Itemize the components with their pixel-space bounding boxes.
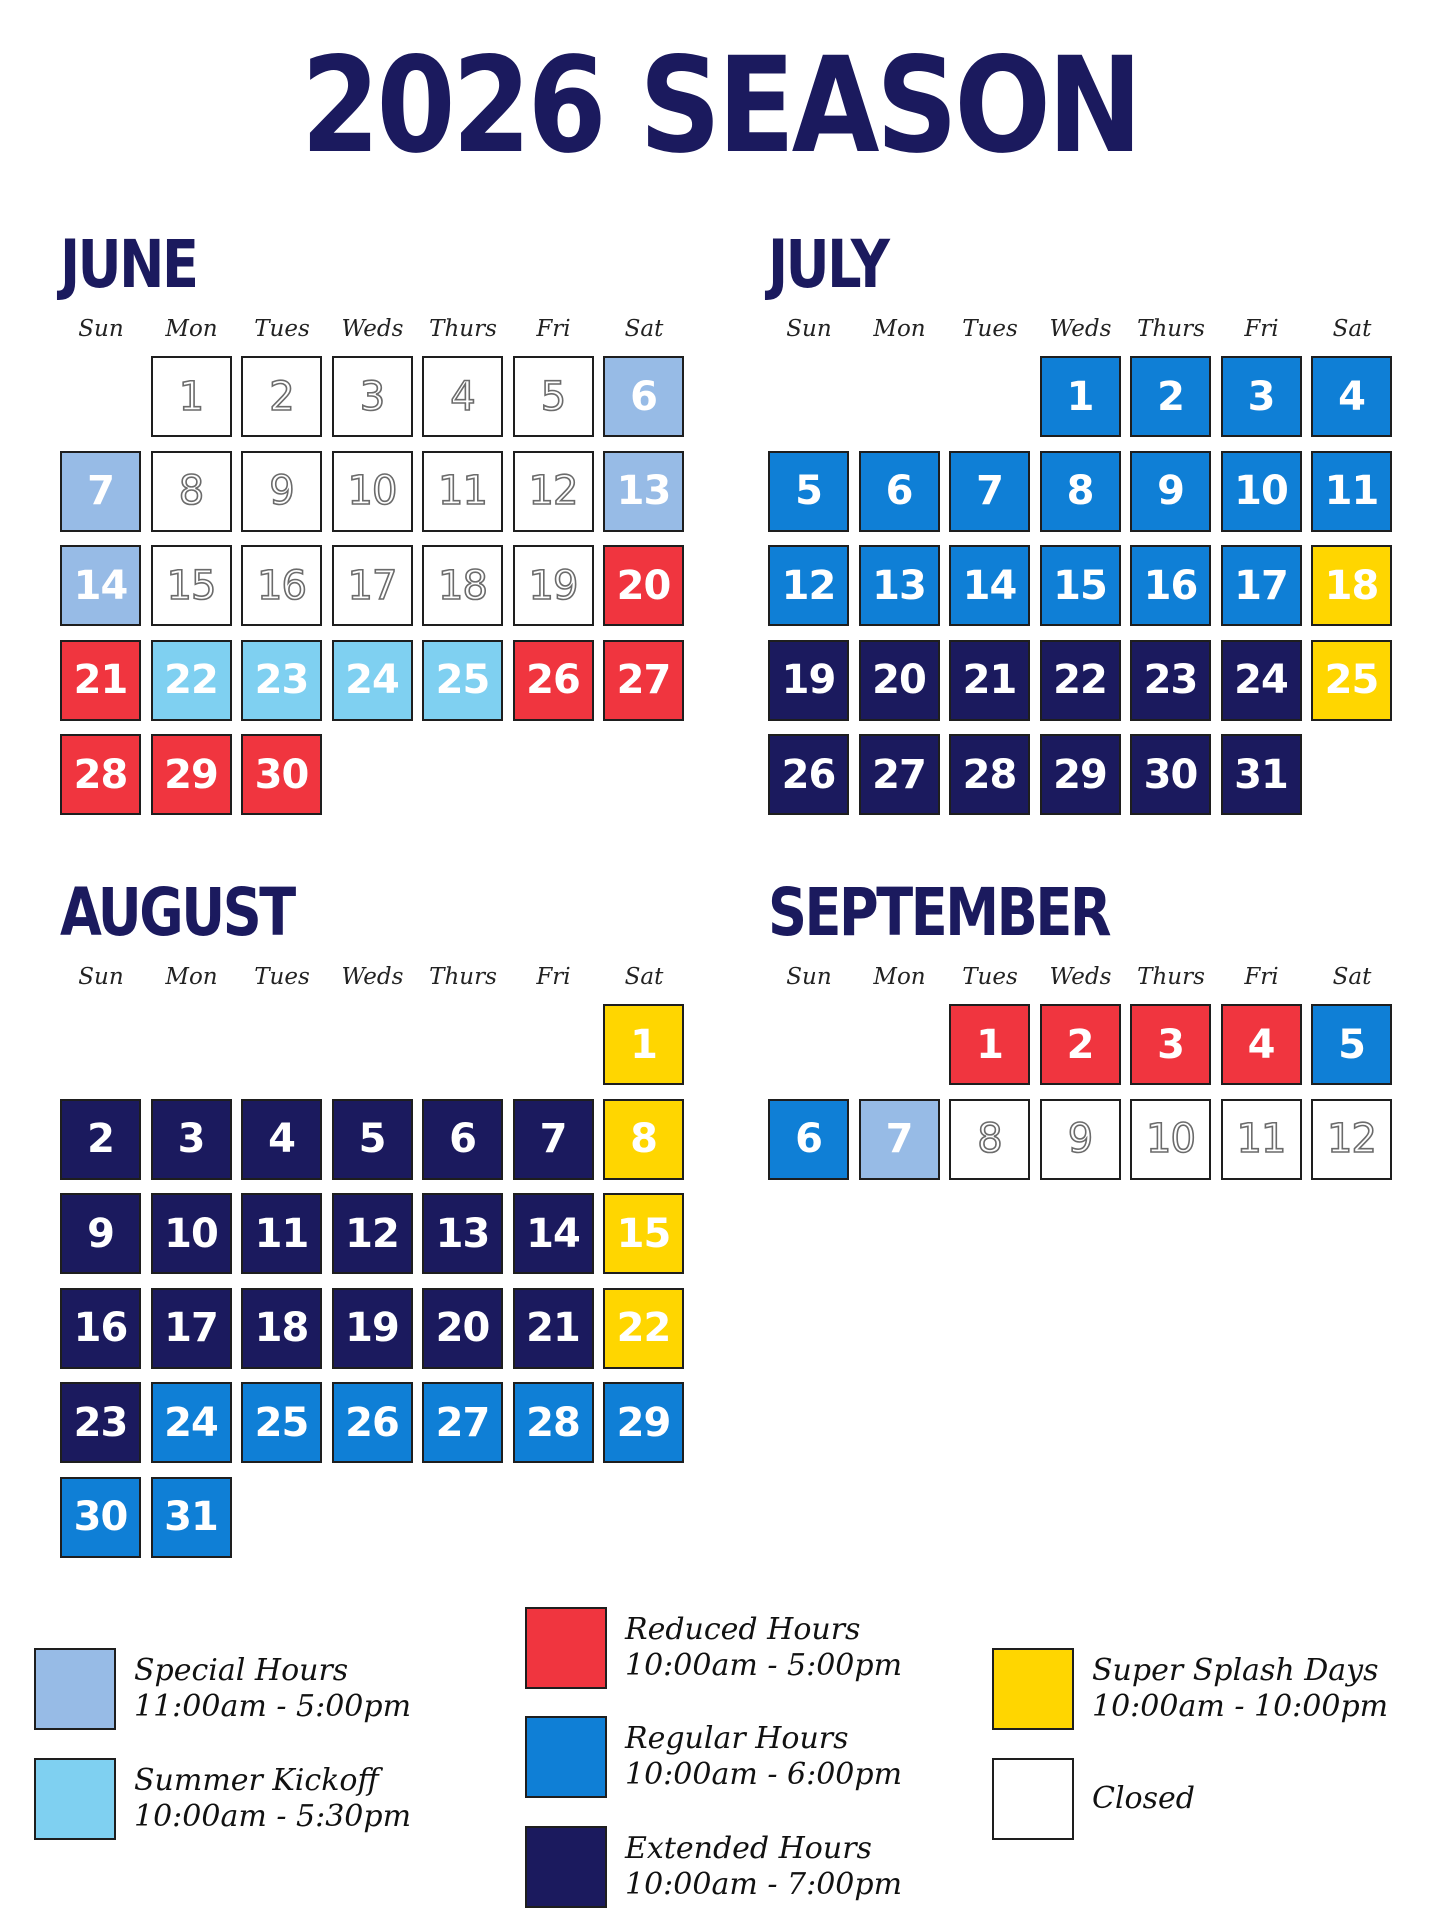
legend-text bbox=[134, 1653, 494, 1725]
legend-text bbox=[1092, 1653, 1440, 1725]
day-cell-extended: 4 bbox=[241, 1099, 322, 1180]
legend-swatch bbox=[525, 1826, 607, 1908]
day-cell-reduced: 26 bbox=[513, 640, 594, 721]
legend-swatch bbox=[992, 1758, 1074, 1840]
weekday-label: Mon bbox=[873, 316, 926, 342]
day-cell-reduced: 2 bbox=[1040, 1004, 1121, 1085]
legend-text bbox=[625, 1721, 985, 1793]
weekday-label: Sun bbox=[78, 964, 124, 990]
legend-hours: 10:00am - 10:00pm bbox=[1092, 1689, 1389, 1724]
day-cell-regular: 29 bbox=[603, 1382, 684, 1463]
day-cell-closed: 12 bbox=[1311, 1099, 1392, 1180]
weekday-label: Thurs bbox=[429, 316, 497, 342]
legend-label: Special Hours bbox=[134, 1653, 349, 1688]
day-cell-closed: 9 bbox=[241, 451, 322, 532]
day-cell-regular: 9 bbox=[1130, 451, 1211, 532]
weekday-label: Sat bbox=[1332, 316, 1372, 342]
day-cell-extended: 29 bbox=[1040, 734, 1121, 815]
day-cell-regular: 8 bbox=[1040, 451, 1121, 532]
day-cell-extended: 27 bbox=[859, 734, 940, 815]
legend-hours: 10:00am - 6:00pm bbox=[625, 1757, 903, 1792]
day-cell-closed: 15 bbox=[151, 545, 232, 626]
day-cell-super: 22 bbox=[603, 1288, 684, 1369]
legend-swatch bbox=[525, 1607, 607, 1689]
day-cell-regular: 24 bbox=[151, 1382, 232, 1463]
weekday-label: Weds bbox=[341, 964, 404, 990]
day-cell-closed: 11 bbox=[422, 451, 503, 532]
weekday-label: Sat bbox=[1332, 964, 1372, 990]
day-cell-extended: 9 bbox=[60, 1193, 141, 1274]
day-cell-reduced: 28 bbox=[60, 734, 141, 815]
weekday-header bbox=[60, 316, 700, 346]
weekday-label: Sun bbox=[78, 316, 124, 342]
day-cell-extended: 11 bbox=[241, 1193, 322, 1274]
day-cell-closed: 18 bbox=[422, 545, 503, 626]
legend-text bbox=[625, 1831, 985, 1903]
day-cell-extended: 23 bbox=[1130, 640, 1211, 721]
day-cell-closed: 3 bbox=[332, 356, 413, 437]
weekday-label: Thurs bbox=[1137, 316, 1205, 342]
day-cell-closed: 12 bbox=[513, 451, 594, 532]
day-cell-extended: 5 bbox=[332, 1099, 413, 1180]
day-cell-extended: 13 bbox=[422, 1193, 503, 1274]
weekday-header bbox=[60, 964, 700, 994]
legend-text bbox=[1092, 1781, 1440, 1817]
weekday-label: Mon bbox=[165, 964, 218, 990]
day-cell-extended: 30 bbox=[1130, 734, 1211, 815]
day-cell-closed: 17 bbox=[332, 545, 413, 626]
day-cell-closed: 8 bbox=[151, 451, 232, 532]
month-title: JULY bbox=[768, 226, 888, 303]
day-cell-regular: 1 bbox=[1040, 356, 1121, 437]
day-cell-extended: 18 bbox=[241, 1288, 322, 1369]
month-title: JUNE bbox=[60, 226, 197, 303]
day-cell-regular: 25 bbox=[241, 1382, 322, 1463]
day-cell-extended: 2 bbox=[60, 1099, 141, 1180]
day-cell-extended: 26 bbox=[768, 734, 849, 815]
day-cell-extended: 21 bbox=[949, 640, 1030, 721]
day-cell-kickoff: 24 bbox=[332, 640, 413, 721]
day-cell-reduced: 21 bbox=[60, 640, 141, 721]
day-cell-regular: 10 bbox=[1221, 451, 1302, 532]
day-cell-extended: 14 bbox=[513, 1193, 594, 1274]
legend-text bbox=[134, 1763, 494, 1835]
month-title: SEPTEMBER bbox=[768, 874, 1110, 951]
day-cell-closed: 5 bbox=[513, 356, 594, 437]
day-cell-extended: 16 bbox=[60, 1288, 141, 1369]
day-cell-extended: 19 bbox=[768, 640, 849, 721]
day-cell-regular: 13 bbox=[859, 545, 940, 626]
day-cell-extended: 24 bbox=[1221, 640, 1302, 721]
legend-label: Super Splash Days bbox=[1092, 1653, 1379, 1688]
legend-swatch bbox=[34, 1648, 116, 1730]
day-cell-closed: 4 bbox=[422, 356, 503, 437]
day-cell-extended: 31 bbox=[1221, 734, 1302, 815]
day-cell-super: 15 bbox=[603, 1193, 684, 1274]
page-title: 2026 SEASON bbox=[300, 29, 1140, 183]
legend-swatch bbox=[992, 1648, 1074, 1730]
weekday-label: Weds bbox=[1049, 316, 1112, 342]
day-cell-closed: 2 bbox=[241, 356, 322, 437]
day-cell-closed: 19 bbox=[513, 545, 594, 626]
day-cell-special: 14 bbox=[60, 545, 141, 626]
weekday-label: Fri bbox=[536, 316, 571, 342]
day-cell-reduced: 20 bbox=[603, 545, 684, 626]
day-cell-regular: 6 bbox=[768, 1099, 849, 1180]
day-cell-regular: 7 bbox=[949, 451, 1030, 532]
day-cell-extended: 20 bbox=[859, 640, 940, 721]
day-cell-regular: 12 bbox=[768, 545, 849, 626]
day-cell-regular: 16 bbox=[1130, 545, 1211, 626]
day-cell-regular: 28 bbox=[513, 1382, 594, 1463]
day-cell-super: 18 bbox=[1311, 545, 1392, 626]
day-cell-special: 6 bbox=[603, 356, 684, 437]
month-september bbox=[768, 874, 1408, 1162]
day-cell-super: 8 bbox=[603, 1099, 684, 1180]
legend-label: Summer Kickoff bbox=[134, 1763, 379, 1798]
weekday-label: Sat bbox=[624, 964, 664, 990]
day-cell-super: 25 bbox=[1311, 640, 1392, 721]
day-cell-regular: 27 bbox=[422, 1382, 503, 1463]
day-cell-reduced: 3 bbox=[1130, 1004, 1211, 1085]
day-cell-extended: 12 bbox=[332, 1193, 413, 1274]
day-cell-reduced: 30 bbox=[241, 734, 322, 815]
month-title: AUGUST bbox=[60, 874, 294, 951]
day-cell-extended: 7 bbox=[513, 1099, 594, 1180]
day-cell-special: 13 bbox=[603, 451, 684, 532]
weekday-label: Thurs bbox=[1137, 964, 1205, 990]
day-cell-extended: 21 bbox=[513, 1288, 594, 1369]
legend-hours: 10:00am - 5:30pm bbox=[134, 1799, 412, 1834]
weekday-label: Fri bbox=[1244, 964, 1279, 990]
day-cell-regular: 11 bbox=[1311, 451, 1392, 532]
weekday-header bbox=[768, 316, 1408, 346]
weekday-label: Fri bbox=[1244, 316, 1279, 342]
day-cell-closed: 1 bbox=[151, 356, 232, 437]
day-cell-extended: 6 bbox=[422, 1099, 503, 1180]
legend-label: Extended Hours bbox=[625, 1831, 872, 1866]
day-cell-extended: 10 bbox=[151, 1193, 232, 1274]
weekday-label: Sun bbox=[786, 316, 832, 342]
weekday-label: Tues bbox=[962, 964, 1018, 990]
weekday-label: Weds bbox=[1049, 964, 1112, 990]
day-cell-closed: 9 bbox=[1040, 1099, 1121, 1180]
day-cell-closed: 11 bbox=[1221, 1099, 1302, 1180]
legend-label: Regular Hours bbox=[625, 1721, 849, 1756]
weekday-label: Mon bbox=[165, 316, 218, 342]
legend-hours: 10:00am - 7:00pm bbox=[625, 1867, 903, 1902]
weekday-header bbox=[768, 964, 1408, 994]
day-cell-super: 1 bbox=[603, 1004, 684, 1085]
day-cell-extended: 19 bbox=[332, 1288, 413, 1369]
weekday-label: Fri bbox=[536, 964, 571, 990]
weekday-label: Weds bbox=[341, 316, 404, 342]
legend-label: Reduced Hours bbox=[625, 1612, 861, 1647]
day-cell-kickoff: 22 bbox=[151, 640, 232, 721]
day-cell-regular: 5 bbox=[768, 451, 849, 532]
month-june bbox=[60, 226, 700, 798]
day-cell-extended: 28 bbox=[949, 734, 1030, 815]
day-cell-closed: 16 bbox=[241, 545, 322, 626]
legend-hours: 11:00am - 5:00pm bbox=[134, 1689, 412, 1724]
day-cell-extended: 3 bbox=[151, 1099, 232, 1180]
day-cell-regular: 15 bbox=[1040, 545, 1121, 626]
legend-text bbox=[625, 1612, 985, 1684]
weekday-label: Tues bbox=[254, 964, 310, 990]
weekday-label: Mon bbox=[873, 964, 926, 990]
day-cell-regular: 4 bbox=[1311, 356, 1392, 437]
day-cell-regular: 2 bbox=[1130, 356, 1211, 437]
day-cell-extended: 20 bbox=[422, 1288, 503, 1369]
day-cell-regular: 31 bbox=[151, 1477, 232, 1558]
day-cell-closed: 8 bbox=[949, 1099, 1030, 1180]
legend-swatch bbox=[525, 1716, 607, 1798]
day-cell-regular: 30 bbox=[60, 1477, 141, 1558]
weekday-label: Sat bbox=[624, 316, 664, 342]
day-cell-reduced: 27 bbox=[603, 640, 684, 721]
day-cell-closed: 10 bbox=[332, 451, 413, 532]
day-cell-extended: 17 bbox=[151, 1288, 232, 1369]
day-cell-extended: 23 bbox=[60, 1382, 141, 1463]
legend-hours: 10:00am - 5:00pm bbox=[625, 1648, 903, 1683]
weekday-label: Thurs bbox=[429, 964, 497, 990]
day-cell-closed: 10 bbox=[1130, 1099, 1211, 1180]
day-cell-extended: 22 bbox=[1040, 640, 1121, 721]
day-cell-reduced: 4 bbox=[1221, 1004, 1302, 1085]
day-cell-regular: 17 bbox=[1221, 545, 1302, 626]
month-august bbox=[60, 874, 700, 1540]
weekday-label: Tues bbox=[962, 316, 1018, 342]
day-cell-kickoff: 25 bbox=[422, 640, 503, 721]
day-cell-regular: 6 bbox=[859, 451, 940, 532]
month-july bbox=[768, 226, 1408, 798]
weekday-label: Tues bbox=[254, 316, 310, 342]
day-cell-special: 7 bbox=[859, 1099, 940, 1180]
day-cell-regular: 5 bbox=[1311, 1004, 1392, 1085]
day-cell-reduced: 1 bbox=[949, 1004, 1030, 1085]
weekday-label: Sun bbox=[786, 964, 832, 990]
day-cell-regular: 3 bbox=[1221, 356, 1302, 437]
day-cell-special: 7 bbox=[60, 451, 141, 532]
legend-swatch bbox=[34, 1758, 116, 1840]
day-cell-reduced: 29 bbox=[151, 734, 232, 815]
day-cell-regular: 14 bbox=[949, 545, 1030, 626]
legend-label: Closed bbox=[1092, 1781, 1195, 1816]
day-cell-kickoff: 23 bbox=[241, 640, 322, 721]
day-cell-regular: 26 bbox=[332, 1382, 413, 1463]
